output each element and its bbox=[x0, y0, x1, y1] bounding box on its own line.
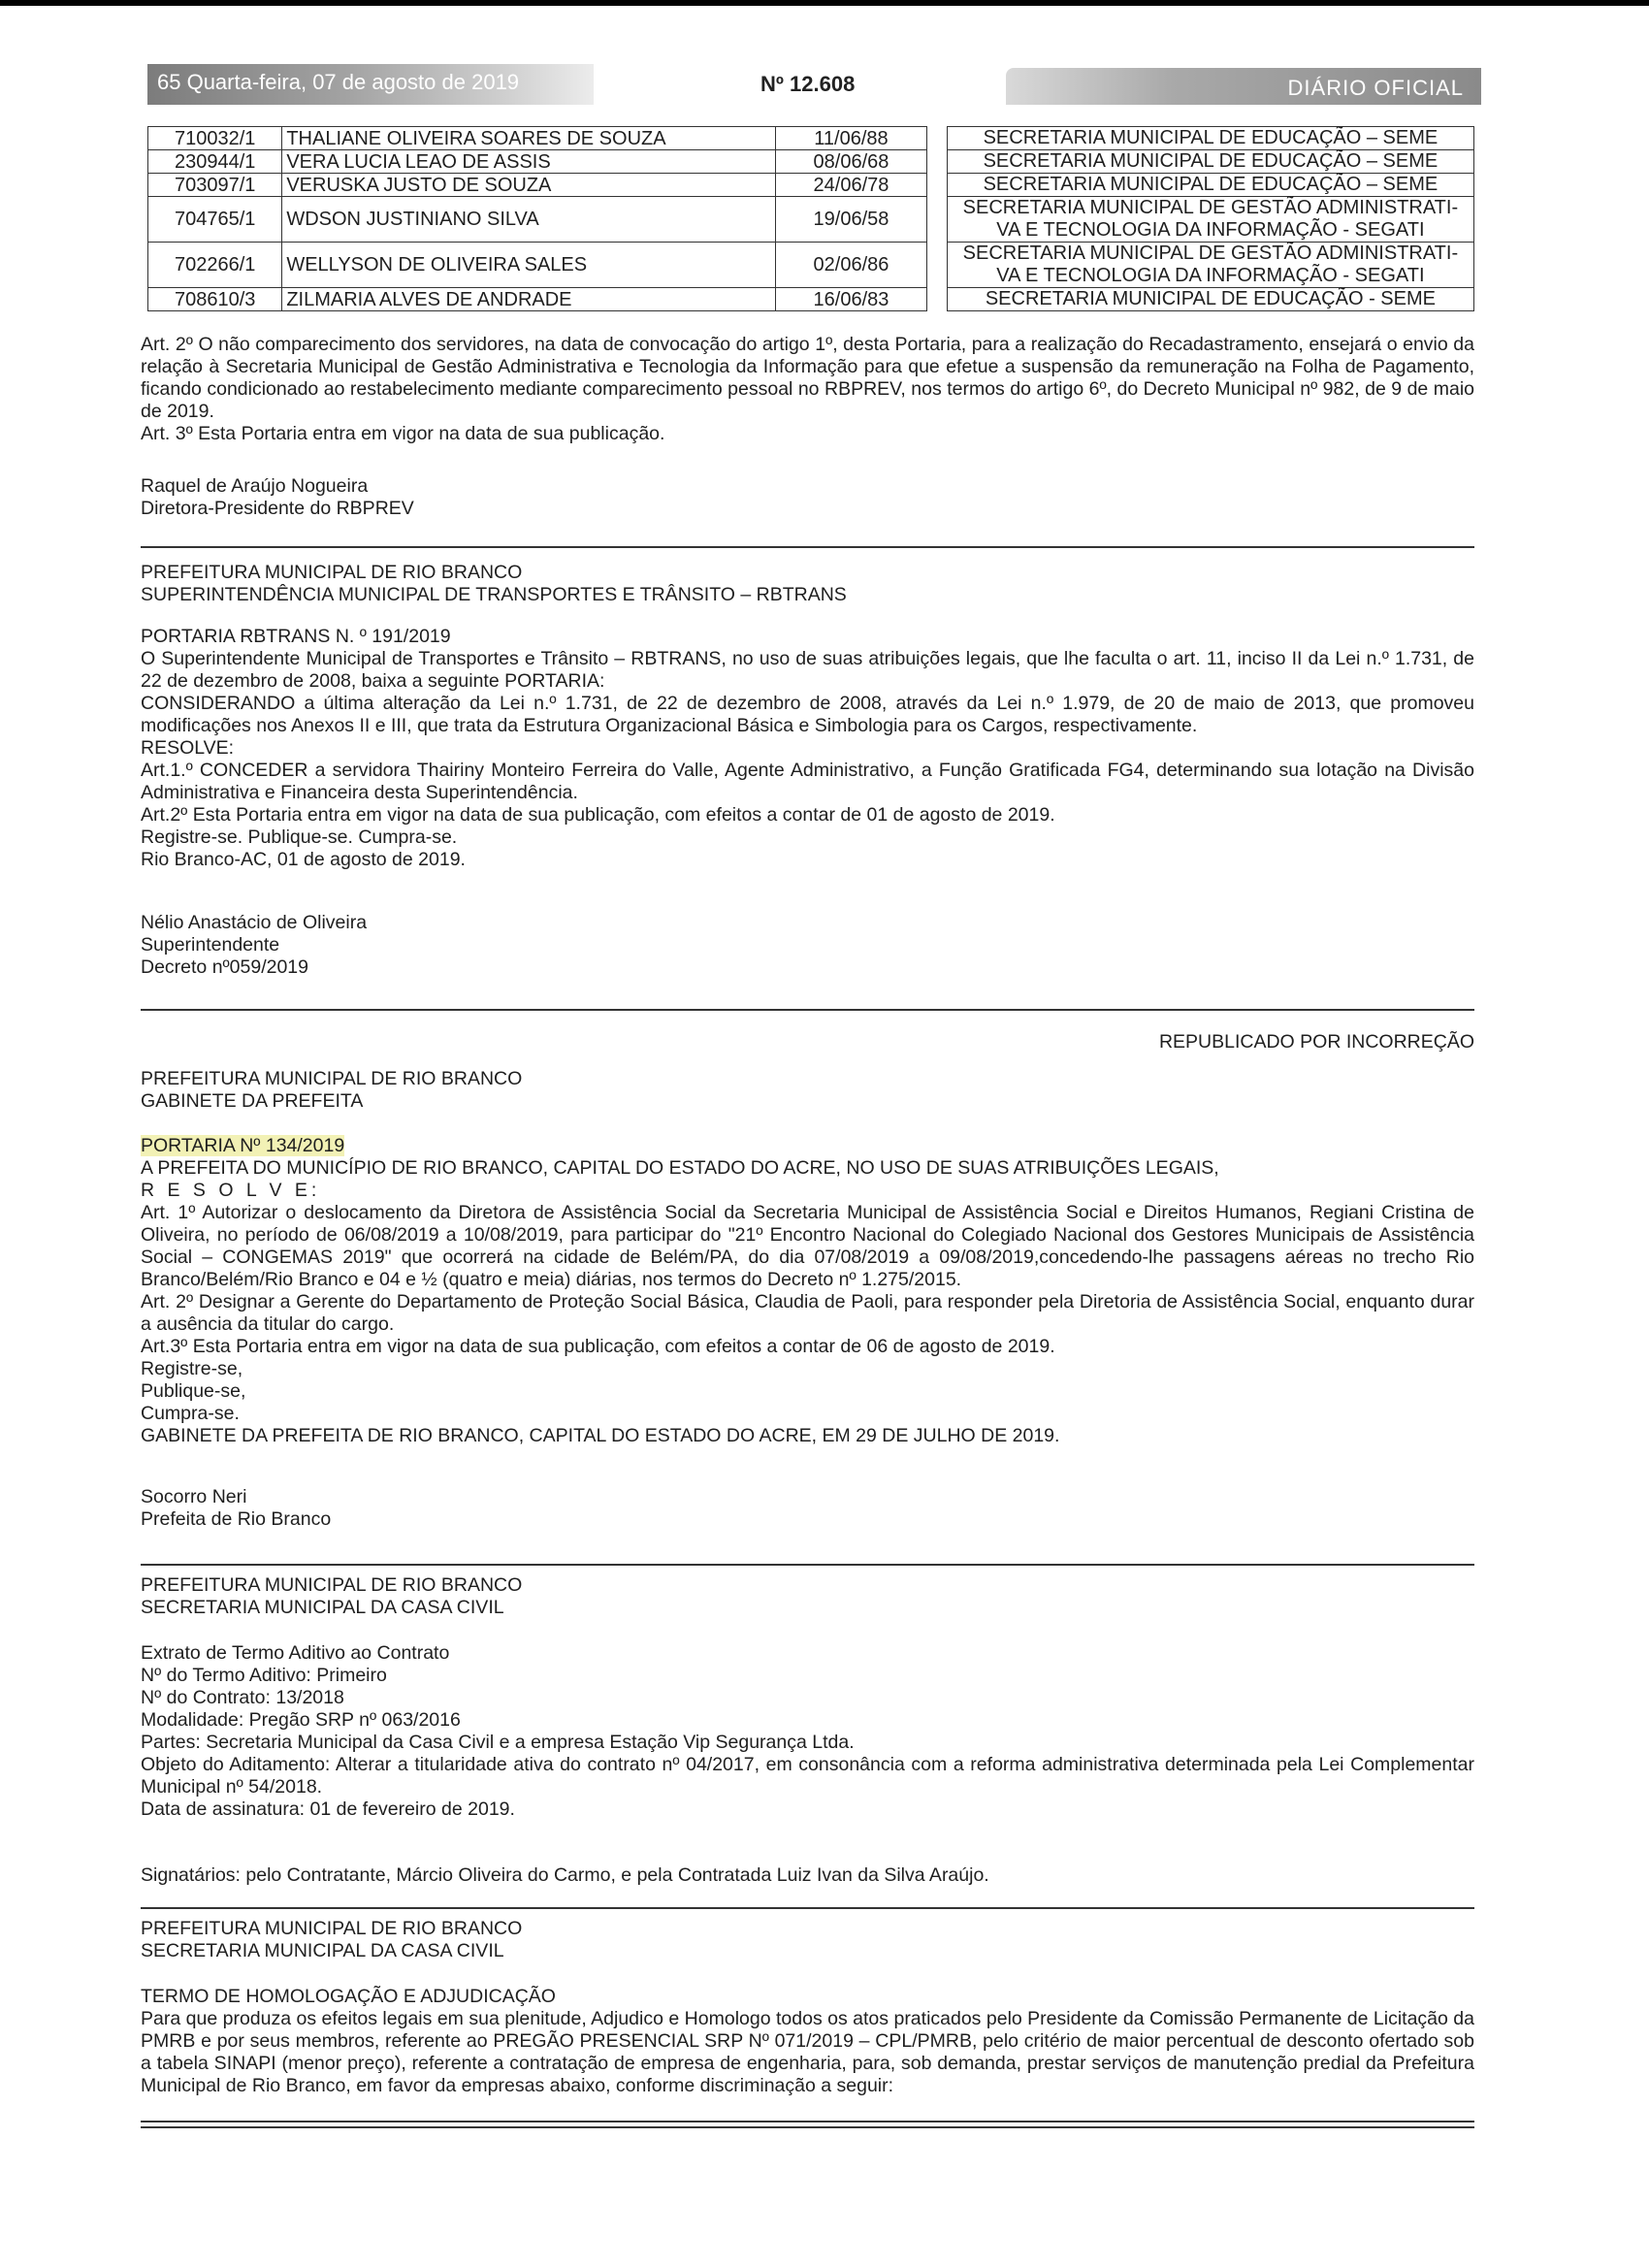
nome-cell: VERUSKA JUSTO DE SOUZA bbox=[282, 174, 775, 197]
rbprev-signature bbox=[141, 475, 1474, 520]
matricula-cell: 702266/1 bbox=[148, 243, 282, 288]
rbtrans-art2: Art.2º Esta Portaria entra em vigor na data de sua publicação, com efeitos a contar de 01 de agosto de 2019. bbox=[141, 804, 1055, 826]
gabinete-local: GABINETE DA PREFEITA DE RIO BRANCO, CAPITAL DO ESTADO DO ACRE, EM 29 DE JULHO DE 2019. bbox=[141, 1425, 1060, 1446]
section-divider-double bbox=[141, 2121, 1474, 2128]
secretaria-cell bbox=[947, 288, 1473, 311]
homologacao-org2: SECRETARIA MUNICIPAL DA CASA CIVIL bbox=[141, 1940, 504, 1961]
table-row bbox=[148, 150, 1474, 174]
gabinete-art1: Art. 1º Autorizar o deslocamento da Diretora de Assistência Social da Secretaria Municipal de Assistência Social e Direitos Humanos, Regiani Cristina de Oliveira, no período de 06/08/2019 a 10/08/2019, para participar do "21º Encontro Nacional do Colegiado Nacional dos Gestores Municipais de Assistência Social – CONGEMAS 2019" que ocorrerá na cidade de Belém/PA, do dia 07/08/2019 a 09/08/2019,concedendo-lhe passagens aéreas no trecho Rio Branco/Belém/Rio Branco e 04 e ½ (quatro e meia) diárias, nos termos do Decreto nº 1.275/2015. bbox=[141, 1202, 1474, 1290]
nome-cell: WDSON JUSTINIANO SILVA bbox=[282, 197, 775, 243]
header-journal-banner bbox=[1006, 68, 1481, 105]
rbprev-art3: Art. 3º Esta Portaria entra em vigor na data de sua publicação. bbox=[141, 423, 665, 444]
gabinete-cumpra: Cumpra-se. bbox=[141, 1403, 240, 1424]
table-row bbox=[148, 288, 1474, 311]
rbtrans-intro: O Superintendente Municipal de Transportes e Trânsito – RBTRANS, no uso de suas atribuições legais, que lhe faculta o art. 11, inciso II da Lei n.º 1.731, de 22 de dezembro de 2008, baixa a seguinte PORTARIA: bbox=[141, 648, 1474, 692]
matricula-cell: 708610/3 bbox=[148, 288, 282, 311]
secretaria-line: VA E TECNOLOGIA DA INFORMAÇÃO - SEGATI bbox=[996, 219, 1425, 241]
section-divider bbox=[141, 1907, 1474, 1909]
section-divider bbox=[141, 546, 1474, 548]
column-gap bbox=[927, 288, 948, 311]
gabinete-role: Prefeita de Rio Branco bbox=[141, 1508, 332, 1530]
gabinete-signer: Socorro Neri bbox=[141, 1486, 247, 1507]
secretaria-line: SECRETARIA MUNICIPAL DE EDUCAÇÃO - SEME bbox=[985, 288, 1436, 309]
extrato-signatarios: Signatários: pelo Contratante, Márcio Oliveira do Carmo, e pela Contratada Luiz Ivan da Silva Araújo. bbox=[141, 1864, 989, 1886]
rbtrans-org1: PREFEITURA MUNICIPAL DE RIO BRANCO bbox=[141, 562, 523, 583]
rbtrans-portaria bbox=[141, 626, 1474, 871]
gabinete-registre: Registre-se, bbox=[141, 1358, 243, 1379]
gabinete-art3: Art.3º Esta Portaria entra em vigor na data de sua publicação, com efeitos a contar de 06 de agosto de 2019. bbox=[141, 1336, 1055, 1357]
header-issue-number: Nº 12.608 bbox=[760, 72, 856, 96]
page-top-border bbox=[0, 0, 1649, 6]
data-cell: 08/06/68 bbox=[775, 150, 927, 174]
republicado-notice: REPUBLICADO POR INCORREÇÃO bbox=[1158, 1031, 1474, 1053]
gabinete-title-text: PORTARIA Nº 134/2019 bbox=[141, 1135, 345, 1156]
gabinete-publique: Publique-se, bbox=[141, 1380, 246, 1402]
extrato-data: Data de assinatura: 01 de fevereiro de 2019. bbox=[141, 1798, 515, 1820]
matricula-cell: 703097/1 bbox=[148, 174, 282, 197]
secretaria-line: SECRETARIA MUNICIPAL DE EDUCAÇÃO – SEME bbox=[983, 174, 1439, 195]
rbprev-section bbox=[141, 334, 1474, 445]
secretaria-line: SECRETARIA MUNICIPAL DE EDUCAÇÃO – SEME bbox=[983, 127, 1439, 148]
casa-civil-org bbox=[141, 1574, 1474, 1619]
extrato-objeto: Objeto do Aditamento: Alterar a titularidade ativa do contrato nº 04/2017, em consonância com a reforma administrativa determinada pela Lei Complementar Municipal nº 54/2018. bbox=[141, 1754, 1474, 1798]
secretaria-cell bbox=[947, 127, 1473, 150]
homologacao-org bbox=[141, 1918, 1474, 1962]
header-journal-name: DIÁRIO OFICIAL bbox=[1287, 76, 1464, 100]
casa-civil-org1: PREFEITURA MUNICIPAL DE RIO BRANCO bbox=[141, 1574, 523, 1596]
table-row bbox=[148, 174, 1474, 197]
secretaria-cell bbox=[947, 150, 1473, 174]
section-divider bbox=[141, 1564, 1474, 1566]
data-cell: 16/06/83 bbox=[775, 288, 927, 311]
extrato-termo: Nº do Termo Aditivo: Primeiro bbox=[141, 1665, 387, 1686]
rbtrans-local: Rio Branco-AC, 01 de agosto de 2019. bbox=[141, 849, 466, 870]
homologacao-termo bbox=[141, 1986, 1474, 2097]
nome-cell: VERA LUCIA LEAO DE ASSIS bbox=[282, 150, 775, 174]
rbprev-art2: Art. 2º O não comparecimento dos servidores, na data de convocação do artigo 1º, desta Portaria, para a realização do Recadastramento, ensejará o envio da relação à Secretaria Municipal de Gestão Administrativa e Tecnologia da Informação para que efetue a suspensão da remuneração na Folha de Pagamento, ficando condicionado ao restabelecimento mediante comparecimento pessoal no RBPREV, nos termos do artigo 6º, do Decreto Municipal nº 982, de 9 de maio de 2019. bbox=[141, 334, 1474, 422]
gabinete-org bbox=[141, 1068, 1474, 1113]
matricula-cell: 230944/1 bbox=[148, 150, 282, 174]
column-gap bbox=[927, 127, 948, 150]
secretaria-cell bbox=[947, 243, 1473, 288]
casa-civil-extrato bbox=[141, 1642, 1474, 1821]
data-cell: 24/06/78 bbox=[775, 174, 927, 197]
secretaria-line: SECRETARIA MUNICIPAL DE GESTÃO ADMINISTRATI- bbox=[962, 243, 1459, 264]
gabinete-art2: Art. 2º Designar a Gerente do Departamento de Proteção Social Básica, Claudia de Paoli, para responder pela Diretoria de Assistência Social, enquanto durar a ausência da titular do cargo. bbox=[141, 1291, 1474, 1335]
nome-cell: ZILMARIA ALVES DE ANDRADE bbox=[282, 288, 775, 311]
rbtrans-art1: Art.1.º CONCEDER a servidora Thairiny Monteiro Ferreira do Valle, Agente Administrativo, a Função Gratificada FG4, determinando sua lotação na Divisão Administrativa e Financeira desta Superintendência. bbox=[141, 760, 1474, 803]
gabinete-title bbox=[141, 1135, 1474, 1157]
secretaria-line: SECRETARIA MUNICIPAL DE EDUCAÇÃO – SEME bbox=[983, 150, 1439, 172]
column-gap bbox=[927, 243, 948, 288]
rbtrans-registre: Registre-se. Publique-se. Cumpra-se. bbox=[141, 826, 458, 848]
extrato-contrato: Nº do Contrato: 13/2018 bbox=[141, 1687, 344, 1708]
table-row bbox=[148, 243, 1474, 288]
matricula-cell: 710032/1 bbox=[148, 127, 282, 150]
column-gap bbox=[927, 150, 948, 174]
rbtrans-signature bbox=[141, 912, 1474, 979]
rbprev-role: Diretora-Presidente do RBPREV bbox=[141, 498, 414, 519]
header-date: 65 Quarta-feira, 07 de agosto de 2019 bbox=[157, 70, 520, 94]
rbtrans-org bbox=[141, 562, 1474, 606]
extrato-title: Extrato de Termo Aditivo ao Contrato bbox=[141, 1642, 450, 1664]
rbprev-signer: Raquel de Araújo Nogueira bbox=[141, 475, 369, 497]
header-date-banner bbox=[147, 64, 594, 105]
homologacao-org1: PREFEITURA MUNICIPAL DE RIO BRANCO bbox=[141, 1918, 523, 1939]
rbtrans-signer: Nélio Anastácio de Oliveira bbox=[141, 912, 368, 933]
column-gap bbox=[927, 174, 948, 197]
rbtrans-decreto: Decreto nº059/2019 bbox=[141, 956, 308, 978]
servers-table bbox=[147, 126, 1474, 311]
rbtrans-title: PORTARIA RBTRANS N. º 191/2019 bbox=[141, 626, 451, 647]
data-cell: 19/06/58 bbox=[775, 197, 927, 243]
rbtrans-considerando: CONSIDERANDO a última alteração da Lei n.º 1.731, de 22 de dezembro de 2008, através da Lei n.º 1.979, de 20 de maio de 2013, que promoveu modificações nos Anexos II e III, que trata da Estrutura Organizacional Básica e Simbologia para os Cargos, respectivamente. bbox=[141, 693, 1474, 736]
data-cell: 11/06/88 bbox=[775, 127, 927, 150]
section-divider bbox=[141, 1009, 1474, 1011]
data-cell: 02/06/86 bbox=[775, 243, 927, 288]
secretaria-line: VA E TECNOLOGIA DA INFORMAÇÃO - SEGATI bbox=[996, 265, 1425, 286]
secretaria-cell bbox=[947, 197, 1473, 243]
gabinete-intro: A PREFEITA DO MUNICÍPIO DE RIO BRANCO, CAPITAL DO ESTADO DO ACRE, NO USO DE SUAS ATRIBUIÇÕES LEGAIS, bbox=[141, 1157, 1219, 1179]
gabinete-org2: GABINETE DA PREFEITA bbox=[141, 1090, 364, 1112]
rbtrans-resolve: RESOLVE: bbox=[141, 737, 235, 759]
gabinete-org1: PREFEITURA MUNICIPAL DE RIO BRANCO bbox=[141, 1068, 523, 1089]
extrato-partes: Partes: Secretaria Municipal da Casa Civil e a empresa Estação Vip Segurança Ltda. bbox=[141, 1732, 855, 1753]
homologacao-body: Para que produza os efeitos legais em sua plenitude, Adjudico e Homologo todos os atos praticados pelo Presidente da Comissão Permanente de Licitação da PMRB e por seus membros, referente ao PREGÃO PRESENCIAL SRP Nº 071/2019 – CPL/PMRB, pelo critério de maior percentual de desconto ofertado sob a tabela SINAPI (menor preço), referente a contratação de empresa de engenharia, para, sob demanda, prestar serviços de manutenção predial da Prefeitura Municipal de Rio Branco, em favor da empresas abaixo, conforme discriminação a seguir: bbox=[141, 2008, 1474, 2096]
gabinete-signature bbox=[141, 1486, 1474, 1531]
page-header bbox=[147, 64, 1481, 107]
nome-cell: WELLYSON DE OLIVEIRA SALES bbox=[282, 243, 775, 288]
table-row bbox=[148, 127, 1474, 150]
table-row bbox=[148, 197, 1474, 243]
nome-cell: THALIANE OLIVEIRA SOARES DE SOUZA bbox=[282, 127, 775, 150]
secretaria-cell bbox=[947, 174, 1473, 197]
casa-civil-org2: SECRETARIA MUNICIPAL DA CASA CIVIL bbox=[141, 1597, 504, 1618]
rbtrans-role: Superintendente bbox=[141, 934, 280, 956]
secretaria-line: SECRETARIA MUNICIPAL DE GESTÃO ADMINISTRATI- bbox=[962, 197, 1459, 218]
rbtrans-org2: SUPERINTENDÊNCIA MUNICIPAL DE TRANSPORTES E TRÂNSITO – RBTRANS bbox=[141, 584, 847, 605]
column-gap bbox=[927, 197, 948, 243]
matricula-cell: 704765/1 bbox=[148, 197, 282, 243]
homologacao-title: TERMO DE HOMOLOGAÇÃO E ADJUDICAÇÃO bbox=[141, 1986, 556, 2007]
gabinete-resolve: R E S O L V E: bbox=[141, 1180, 321, 1201]
extrato-modalidade: Modalidade: Pregão SRP nº 063/2016 bbox=[141, 1709, 461, 1731]
gabinete-portaria bbox=[141, 1135, 1474, 1447]
